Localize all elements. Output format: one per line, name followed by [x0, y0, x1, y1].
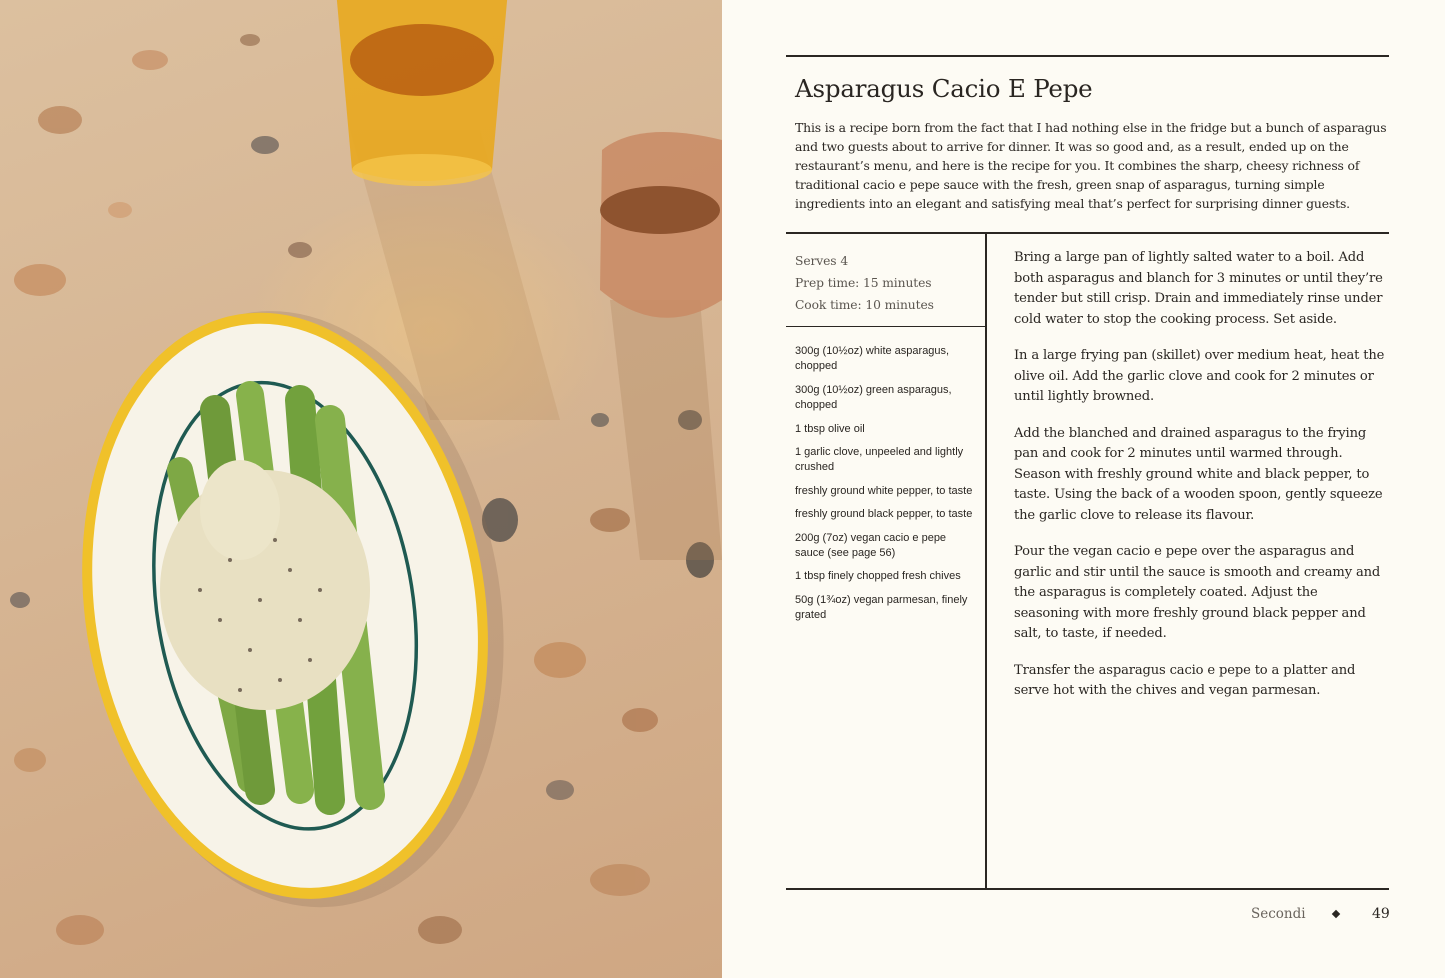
recipe-title: Asparagus Cacio E Pepe	[795, 74, 1093, 103]
ingredient-item: 1 tbsp olive oil	[795, 422, 865, 435]
page-number: 49	[1372, 906, 1390, 922]
cook-time: Cook time: 10 minutes	[795, 298, 934, 313]
method-step: In a large frying pan (skillet) over medium heat, heat the olive oil. Add the garlic clove and cook for 2 minutes or until lightly browned.	[1014, 348, 1385, 404]
ingredient-item: 300g (10½oz) green asparagus, chopped	[795, 383, 952, 412]
ingredient-item: 1 garlic clove, unpeeled and lightly crushed	[795, 446, 964, 474]
recipe-photo	[0, 0, 722, 978]
recipe-intro: This is a recipe born from the fact that I had nothing else in the fridge but a bunch of asparagus and two guests about to arrive for dinner. It was so good and, as a result, ended up on the restaurant’s menu, and here is the recipe for you. It combines the sharp, cheesy richness of traditional cacio e pepe sauce with the fresh, green snap of asparagus, turning simple ingredients into an elegant and satisfying meal that’s perfect for surprising dinner guests.	[795, 120, 1387, 211]
ingredient-item: 200g (7oz) vegan cacio e pepe sauce (see page 56)	[795, 531, 947, 560]
serves: Serves 4	[795, 254, 849, 268]
method-step: Bring a large pan of lightly salted water to a boil. Add both asparagus and blanch for 3 minutes or until they’re tender but still crisp. Drain and immediately rinse under cold water to stop the cooking process. Set aside.	[1014, 250, 1383, 327]
ingredient-item: 50g (1¾oz) vegan parmesan, finely grated	[795, 593, 968, 622]
section-name: Secondi	[1251, 906, 1306, 922]
section-rule	[786, 232, 1389, 234]
prep-time: Prep time: 15 minutes	[795, 276, 932, 291]
column-divider	[985, 232, 987, 889]
ingredient-item: 300g (10½oz) white asparagus, chopped	[795, 345, 950, 373]
meta-rule	[786, 326, 986, 327]
method-step: Transfer the asparagus cacio e pepe to a platter and serve hot with the chives and vegan parmesan.	[1014, 662, 1356, 698]
ingredient-item: 1 tbsp finely chopped fresh chives	[795, 570, 961, 583]
amber-glass	[336, 0, 508, 186]
ingredient-item: freshly ground white pepper, to taste	[795, 484, 973, 497]
diamond-icon	[1332, 910, 1340, 918]
recipe-meta	[795, 250, 934, 317]
ingredients-list	[795, 344, 975, 632]
method-step: Add the blanched and drained asparagus to the frying pan and cook for 2 minutes until warmed through. Season with freshly ground white and black pepper, to taste. Using the back of a wooden spoon, gently squeeze the garlic clove to release its flavour.	[1014, 425, 1383, 523]
rose-glass	[600, 132, 722, 318]
top-rule	[786, 55, 1389, 57]
ingredient-item: freshly ground black pepper, to taste	[795, 508, 973, 521]
bottom-rule	[786, 888, 1389, 890]
method-steps	[1014, 248, 1386, 718]
photo-illustration	[0, 0, 722, 978]
method-step: Pour the vegan cacio e pepe over the asparagus and garlic and stir until the sauce is smooth and creamy and the asparagus is completely coated. Adjust the seasoning with more freshly ground black pepper and salt, to taste, if needed.	[1014, 544, 1381, 641]
